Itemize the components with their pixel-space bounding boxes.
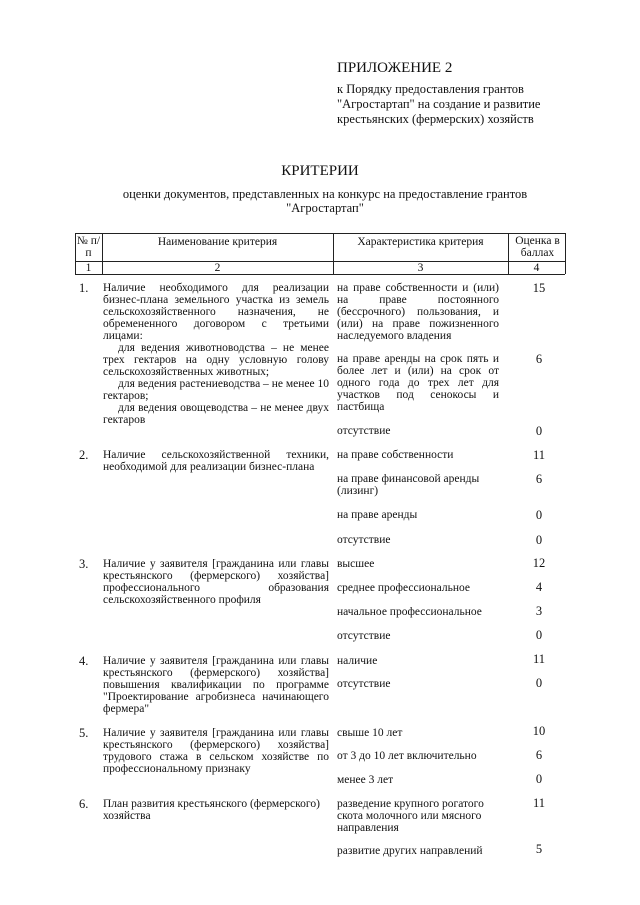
row-number: 4.: [79, 654, 89, 668]
score-value: 4: [535, 580, 543, 594]
characteristic-text: на праве собственности и (или) на праве постоянного (бессрочного) пользования, и (или) на праве пожизненного наследуемого владения: [337, 282, 499, 342]
characteristic-text: от 3 до 10 лет включительно: [337, 750, 477, 762]
characteristic-text: отсутствие: [337, 678, 391, 690]
criterion-detail: для ведения овощеводства – не менее двух гектаров: [103, 402, 329, 426]
header-score: Оценка в баллах: [515, 235, 560, 259]
column-number: 2: [214, 262, 221, 274]
criterion-name: Наличие у заявителя [гражданина или главы крестьянского (фермерского) хозяйства] трудового стажа в сельском хозяйстве по профессиональному признаку: [103, 727, 329, 775]
row-number: 1.: [79, 281, 89, 295]
score-value: 6: [535, 352, 543, 366]
column-number: 4: [533, 262, 540, 274]
characteristic-text: разведение крупного рогатого скота молочного или мясного направления: [337, 798, 484, 834]
characteristic-text: менее 3 лет: [337, 774, 394, 786]
criterion-name: Наличие необходимого для реализации бизнес-плана земельного участка из земель сельскохозяйственного назначения, не обремененного договором с третьими лицами:: [103, 282, 329, 342]
document-subtitle: оценки документов, представленных на конкурс на предоставление грантов "Агростартап": [122, 187, 528, 215]
characteristic-text: отсутствие: [337, 630, 391, 642]
characteristic-text: на праве аренды на срок пять и более лет и (или) на срок от одного года до трех лет для участков под сенокосы и пастбища: [337, 353, 499, 413]
appendix-subtitle: к Порядку предоставления грантов "Агростартап" на создание и развитие крестьянских (фермерских) хозяйств: [337, 82, 541, 126]
characteristic-text: высшее: [337, 558, 375, 570]
characteristic-text: отсутствие: [337, 534, 391, 546]
document-title: КРИТЕРИИ: [281, 163, 359, 179]
table-top-border: [75, 233, 565, 234]
criterion-detail: для ведения животноводства – не менее трех гектаров на одну условную голову сельскохозяйственных животных;: [103, 342, 329, 378]
score-value: 0: [535, 628, 543, 642]
column-number: 3: [417, 262, 424, 274]
score-value: 6: [535, 472, 543, 486]
row-number: 6.: [79, 797, 89, 811]
score-value: 3: [535, 604, 543, 618]
score-value: 5: [535, 842, 543, 856]
characteristic-text: начальное профессиональное: [337, 606, 482, 618]
row-number: 5.: [79, 726, 89, 740]
header-num: № п/п: [76, 235, 101, 259]
score-value: 0: [535, 772, 543, 786]
score-value: 10: [532, 724, 546, 738]
table-right-border: [565, 233, 566, 274]
score-value: 0: [535, 424, 543, 438]
table-column-number-divider: [75, 274, 565, 275]
score-value: 6: [535, 748, 543, 762]
column-number: 1: [85, 262, 92, 274]
row-number: 3.: [79, 557, 89, 571]
criterion-name: Наличие у заявителя [гражданина или главы крестьянского (фермерского) хозяйства] повышения квалификации по программе "Проектирование агробизнеса начинающего фермера": [103, 655, 329, 715]
row-number: 2.: [79, 448, 89, 462]
score-value: 11: [532, 796, 546, 810]
criterion-name: План развития крестьянского (фермерского) хозяйства: [103, 798, 320, 822]
characteristic-text: развитие других направлений: [337, 845, 483, 857]
header-characteristic: Характеристика критерия: [357, 236, 484, 248]
criterion-name: Наличие сельскохозяйственной техники, необходимой для реализации бизнес-плана: [103, 449, 329, 473]
header-name: Наименование критерия: [157, 236, 278, 248]
characteristic-text: среднее профессиональное: [337, 582, 470, 594]
criterion-name: Наличие у заявителя [гражданина или главы крестьянского (фермерского) хозяйства] профессионального образования сельскохозяйственного профиля: [103, 558, 329, 606]
score-value: 11: [532, 448, 546, 462]
score-value: 0: [535, 533, 543, 547]
characteristic-text: на праве собственности: [337, 449, 454, 461]
score-value: 12: [532, 556, 546, 570]
score-value: 0: [535, 508, 543, 522]
score-value: 11: [532, 652, 546, 666]
criterion-detail: для ведения растениеводства – не менее 10 гектаров;: [103, 378, 329, 402]
characteristic-text: отсутствие: [337, 425, 391, 437]
characteristic-text: свыше 10 лет: [337, 727, 403, 739]
characteristic-text: на праве финансовой аренды (лизинг): [337, 473, 480, 497]
score-value: 0: [535, 676, 543, 690]
characteristic-text: наличие: [337, 655, 378, 667]
appendix-title: ПРИЛОЖЕНИЕ 2: [337, 60, 453, 76]
characteristic-text: на праве аренды: [337, 509, 418, 521]
score-value: 15: [532, 281, 546, 295]
